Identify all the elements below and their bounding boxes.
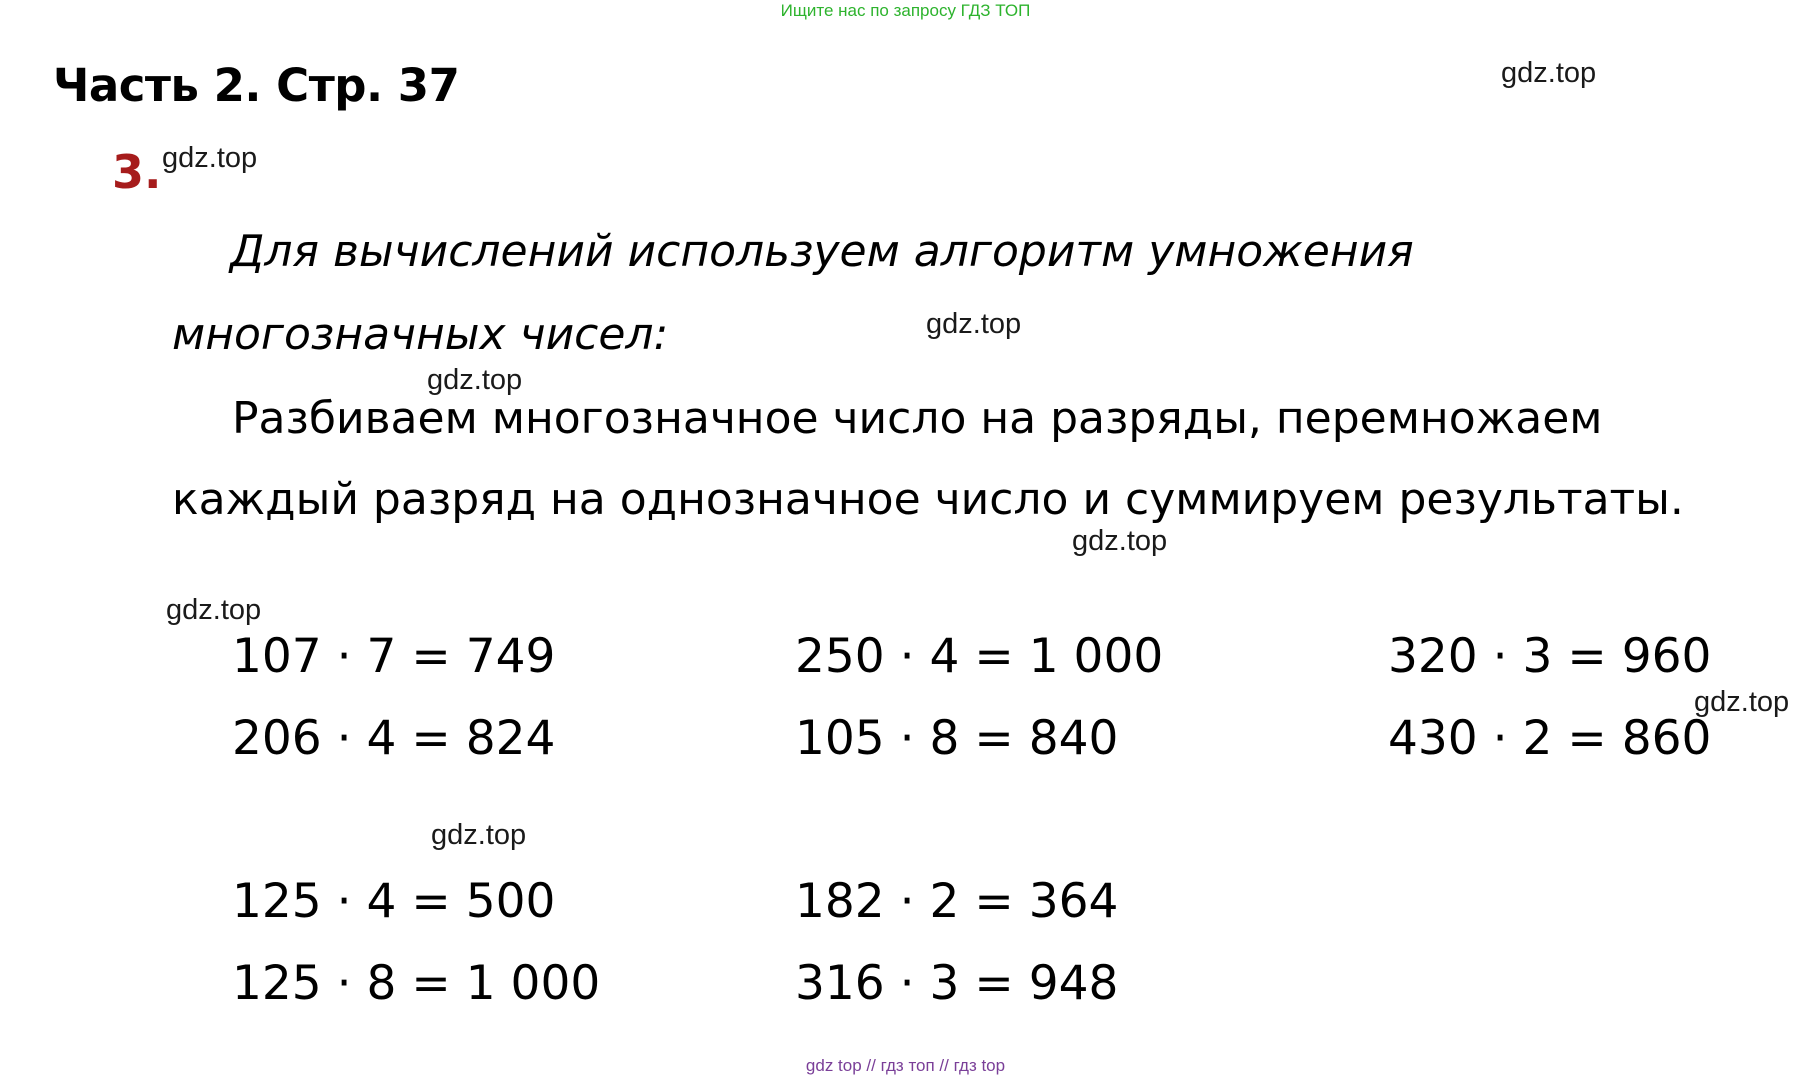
equation: 316 · 3 = 948	[795, 956, 1119, 1011]
watermark: gdz.top	[926, 308, 1022, 340]
rule-line-1: Разбиваем многозначное число на разряды, перемножаем	[232, 393, 1603, 444]
equation: 125 · 4 = 500	[232, 874, 556, 929]
watermark: gdz.top	[162, 142, 258, 174]
intro-line-2: многозначных чисел:	[172, 309, 669, 360]
watermark: gdz.top	[427, 364, 523, 396]
equation: 430 · 2 = 860	[1388, 711, 1712, 766]
equation: 320 · 3 = 960	[1388, 629, 1712, 684]
equation: 182 · 2 = 364	[795, 874, 1119, 929]
footer-watermark: gdz top // гдз топ // гдз top	[805, 1056, 1006, 1075]
equation: 125 · 8 = 1 000	[232, 956, 601, 1011]
watermark: gdz.top	[1072, 525, 1168, 557]
watermark: gdz.top	[166, 594, 262, 626]
watermark: gdz.top	[1694, 686, 1790, 718]
watermark: gdz.top	[1501, 57, 1597, 89]
task-number: 3.	[112, 145, 162, 199]
intro-line-1: Для вычислений используем алгоритм умножения	[230, 226, 1414, 277]
page-title: Часть 2. Стр. 37	[53, 59, 460, 112]
rule-line-2: каждый разряд на однозначное число и суммируем результаты.	[172, 474, 1684, 525]
equation: 250 · 4 = 1 000	[795, 629, 1164, 684]
equation: 105 · 8 = 840	[795, 711, 1119, 766]
equation: 107 · 7 = 749	[232, 629, 556, 684]
watermark: gdz.top	[431, 819, 527, 851]
top-banner: Ищите нас по запросу ГДЗ ТОП	[780, 1, 1031, 20]
equation: 206 · 4 = 824	[232, 711, 556, 766]
